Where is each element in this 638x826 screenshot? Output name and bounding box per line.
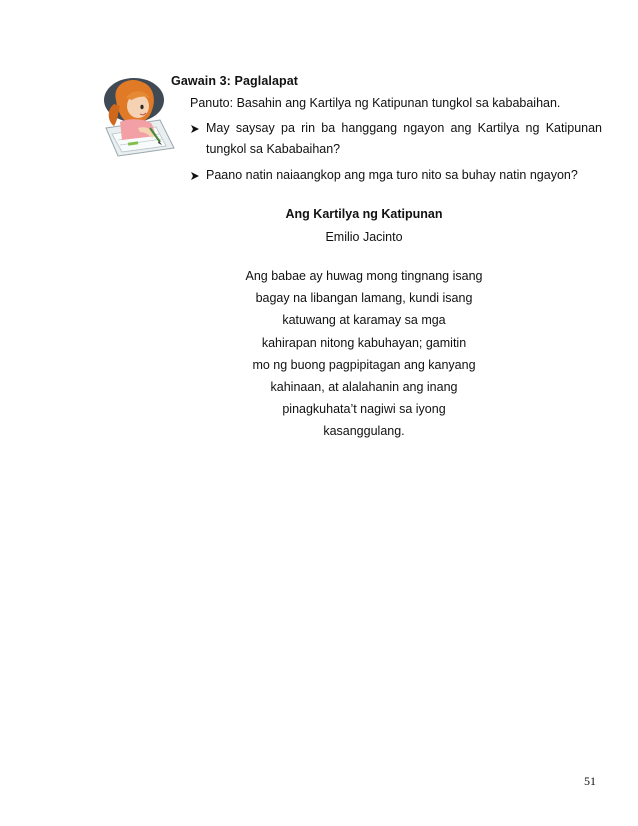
poem-line: bagay na libangan lamang, kundi isang bbox=[255, 291, 473, 306]
poem-line: Ang babae ay huwag mong tingnang isang bbox=[245, 269, 483, 283]
poem-line: katuwang at karamay sa mga bbox=[282, 313, 446, 328]
list-item bbox=[190, 118, 602, 160]
question-list bbox=[190, 118, 602, 186]
page-number: 51 bbox=[584, 774, 596, 788]
arrow-bullet-icon bbox=[190, 171, 200, 181]
poem-body bbox=[45, 265, 638, 443]
poem-line: kasanggulang. bbox=[323, 424, 405, 439]
poem-title: Ang Kartilya ng Katipunan bbox=[285, 207, 443, 221]
list-item bbox=[190, 165, 602, 186]
arrow-bullet-icon bbox=[190, 124, 200, 134]
poem-line: kahinaan, at alalahanin ang inang bbox=[270, 380, 458, 395]
question-text-continued: tungkol sa Kababaihan? bbox=[206, 142, 341, 156]
question-text: May saysay pa rin ba hanggang ngayon ang Kartilya ng Katipunan bbox=[206, 121, 602, 135]
question-text: Paano natin naiaangkop ang mga turo nito sa buhay natin ngayon? bbox=[206, 168, 578, 182]
poem-line: pinagkuhata’t nagiwi sa iyong bbox=[282, 402, 446, 417]
poem-line: kahirapan nitong kabuhayan; gamitin bbox=[261, 335, 467, 350]
poem-author: Emilio Jacinto bbox=[325, 230, 403, 244]
poem-line: mo ng buong pagpipitagan ang kanyang bbox=[252, 357, 476, 372]
girl-writing-illustration bbox=[98, 70, 176, 158]
activity-title: Gawain 3: Paglalapat bbox=[171, 74, 299, 88]
activity-instruction: Panuto: Basahin ang Kartilya ng Katipunan tungkol sa kababaihan. bbox=[190, 96, 561, 110]
